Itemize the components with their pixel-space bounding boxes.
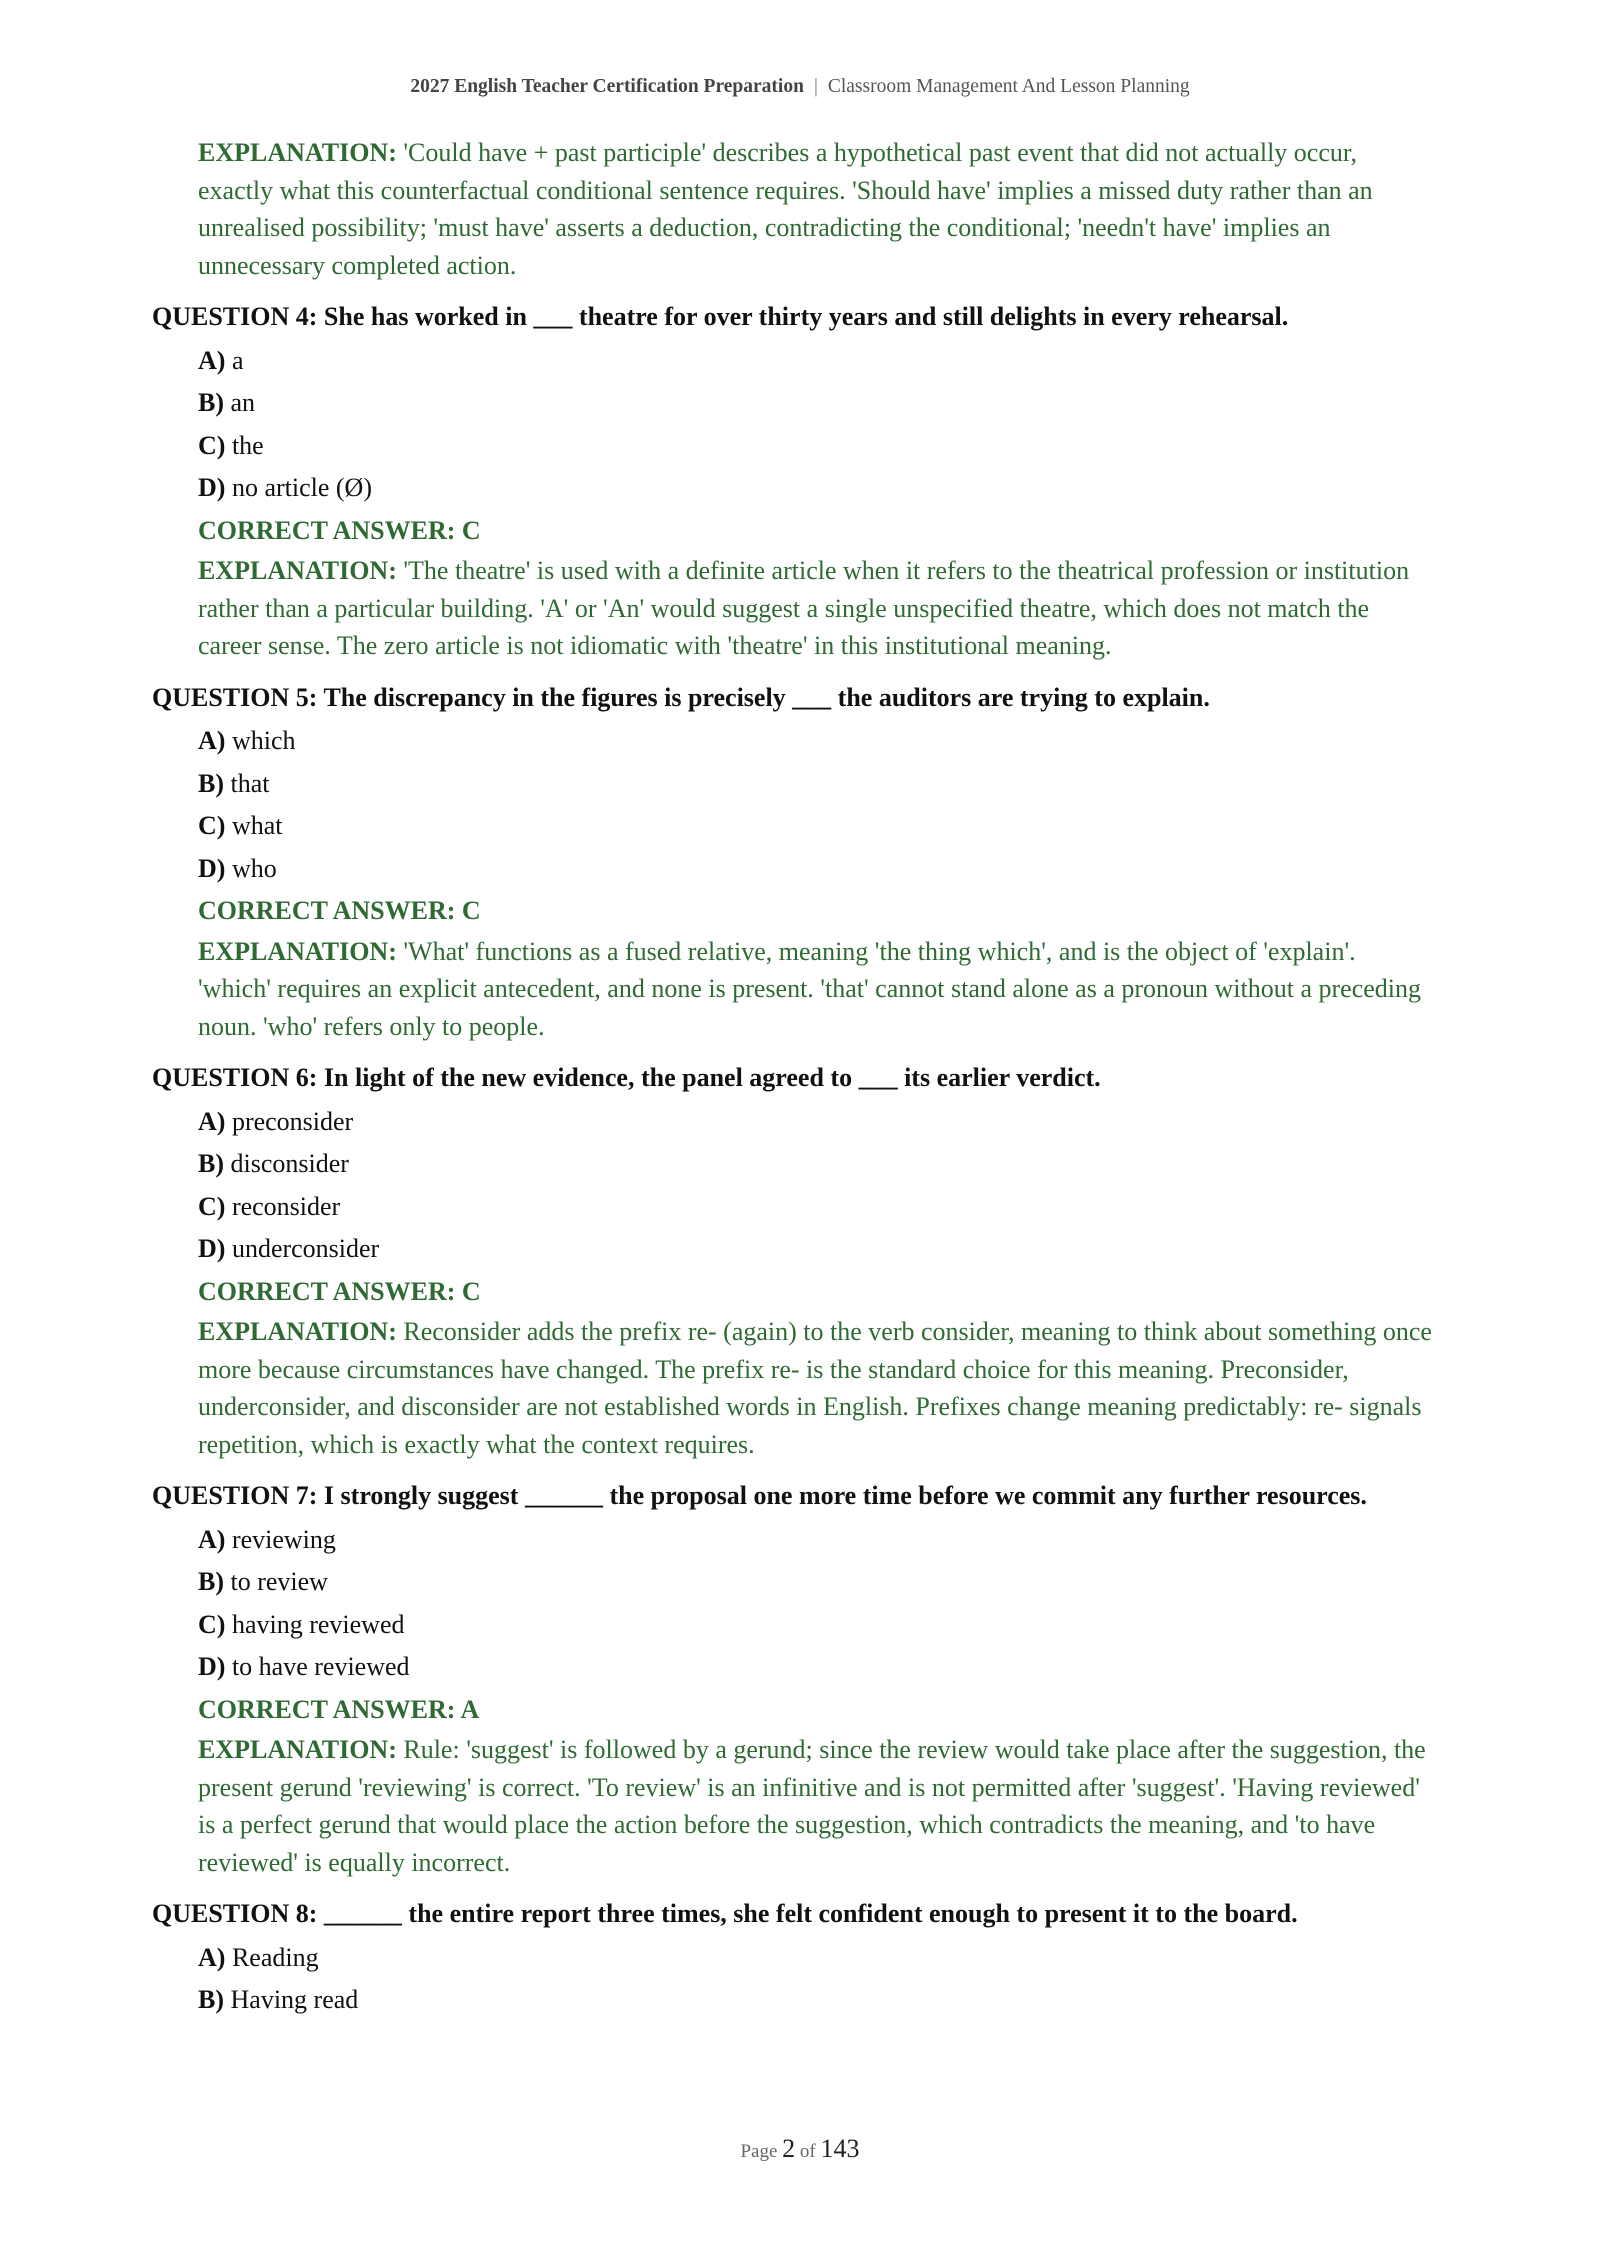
question-block bbox=[152, 1477, 1432, 1881]
option-letter: B) bbox=[198, 1985, 224, 2014]
correct-answer: CORRECT ANSWER: A bbox=[198, 1694, 480, 1724]
explanation-text: Rule: 'suggest' is followed by a gerund; since the review would take place after the suggestion, the present gerund 'reviewing' is correct. 'To review' is an infinitive and is not permitted after 'suggest'. 'Having reviewed' is a perfect gerund that would place the action before the suggestion, which contradicts the meaning, and 'to have reviewed' is equally incorrect. bbox=[198, 1735, 1426, 1877]
option-text: Reading bbox=[231, 1942, 319, 1972]
page-footer bbox=[0, 2134, 1600, 2164]
question-heading: QUESTION 5: The discrepancy in the figures is precisely ___ the auditors are trying to explain. bbox=[152, 682, 1210, 712]
question-heading: QUESTION 8: ______ the entire report three times, she felt confident enough to present it to the board. bbox=[152, 1899, 1298, 1928]
correct-answer: CORRECT ANSWER: C bbox=[198, 896, 481, 925]
explanation-block bbox=[198, 933, 1432, 1046]
total-page-count: 143 bbox=[820, 2134, 860, 2163]
answer-option bbox=[198, 1646, 1432, 1689]
option-letter: C) bbox=[198, 811, 226, 840]
explanation-block bbox=[198, 552, 1432, 665]
option-letter: D) bbox=[198, 1234, 226, 1263]
option-text: to review bbox=[230, 1567, 328, 1596]
page-header bbox=[0, 76, 1600, 98]
explanation-label: EXPLANATION: bbox=[198, 556, 397, 585]
option-letter: B) bbox=[198, 1567, 224, 1596]
answer-option bbox=[198, 1604, 1432, 1647]
current-page-number: 2 bbox=[782, 2134, 796, 2163]
explanation-label: EXPLANATION: bbox=[198, 138, 397, 167]
answer-option bbox=[198, 425, 1432, 468]
option-text: Having read bbox=[230, 1985, 359, 2014]
option-letter: B) bbox=[198, 1149, 224, 1178]
correct-answer: CORRECT ANSWER: C bbox=[198, 1276, 481, 1306]
explanation-block bbox=[198, 1731, 1432, 1881]
option-letter: A) bbox=[198, 726, 226, 755]
question-block bbox=[152, 298, 1432, 665]
answer-option bbox=[198, 1979, 1432, 2022]
option-text: which bbox=[231, 726, 296, 755]
question-heading: QUESTION 7: I strongly suggest ______ the proposal one more time before we commit any further resources. bbox=[152, 1481, 1367, 1510]
answer-option bbox=[198, 1143, 1432, 1186]
option-text: preconsider bbox=[231, 1106, 354, 1136]
answer-option bbox=[198, 1186, 1432, 1229]
option-text: who bbox=[231, 853, 277, 883]
option-text: disconsider bbox=[230, 1149, 349, 1178]
option-letter: C) bbox=[198, 1191, 226, 1221]
option-letter: A) bbox=[198, 1106, 226, 1136]
option-letter: C) bbox=[198, 1609, 226, 1639]
answer-option bbox=[198, 720, 1432, 763]
option-letter: D) bbox=[198, 473, 226, 502]
option-text: reconsider bbox=[231, 1191, 341, 1221]
answer-option bbox=[198, 848, 1432, 891]
question-block bbox=[152, 1895, 1432, 2022]
option-letter: A) bbox=[198, 345, 226, 375]
option-text: that bbox=[230, 768, 270, 798]
question-heading: QUESTION 6: In light of the new evidence, the panel agreed to ___ its earlier verdict. bbox=[152, 1063, 1101, 1092]
option-text: a bbox=[231, 345, 244, 375]
document-title: 2027 English Teacher Certification Preparation bbox=[410, 76, 804, 97]
option-text: underconsider bbox=[231, 1234, 380, 1263]
option-letter: D) bbox=[198, 1652, 226, 1681]
option-letter: D) bbox=[198, 853, 226, 883]
correct-answer: CORRECT ANSWER: C bbox=[198, 515, 481, 545]
header-separator: | bbox=[813, 76, 818, 97]
option-letter: B) bbox=[198, 388, 224, 417]
explanation-label: EXPLANATION: bbox=[198, 1735, 397, 1764]
option-text: having reviewed bbox=[231, 1609, 405, 1639]
of-word: of bbox=[799, 2141, 816, 2162]
option-text: reviewing bbox=[231, 1524, 336, 1554]
answer-option bbox=[198, 340, 1432, 383]
page-word: Page bbox=[740, 2141, 778, 2162]
answer-option bbox=[198, 467, 1432, 510]
question-heading: QUESTION 4: She has worked in ___ theatre for over thirty years and still delights in every rehearsal. bbox=[152, 302, 1289, 331]
answer-option bbox=[198, 1101, 1432, 1144]
question-block bbox=[152, 1059, 1432, 1463]
explanation-text: 'Could have + past participle' describes a hypothetical past event that did not actually occur, exactly what this counterfactual conditional sentence requires. 'Should have' implies a missed duty rather than an unrealised possibility; 'must have' asserts a deduction, contradicting the conditional; 'needn't have' implies an unnecessary completed action. bbox=[198, 138, 1373, 280]
answer-option bbox=[198, 1519, 1432, 1562]
section-title: Classroom Management And Lesson Planning bbox=[827, 76, 1190, 97]
option-text: an bbox=[230, 388, 256, 417]
explanation-label: EXPLANATION: bbox=[198, 1317, 397, 1346]
option-text: what bbox=[231, 811, 283, 840]
answer-option bbox=[198, 763, 1432, 806]
option-letter: B) bbox=[198, 768, 224, 798]
answer-option bbox=[198, 382, 1432, 425]
answer-option bbox=[198, 1561, 1432, 1604]
explanation-text: Reconsider adds the prefix re- (again) to the verb consider, meaning to think about something once more because circumstances have changed. The prefix re- is the standard choice for this meaning. Preconsider, underconsider, and disconsider are not established words in English. Prefixes change meaning predictably: re- signals repetition, which is exactly what the context requires. bbox=[198, 1317, 1432, 1459]
option-text: no article (Ø) bbox=[231, 473, 372, 502]
option-letter: C) bbox=[198, 430, 226, 460]
explanation-text: 'The theatre' is used with a definite article when it refers to the theatrical profession or institution rather than a particular building. 'A' or 'An' would suggest a single unspecified theatre, which does not match the career sense. The zero article is not idiomatic with 'theatre' in this institutional meaning. bbox=[198, 556, 1410, 660]
answer-option bbox=[198, 1228, 1432, 1271]
explanation-label: EXPLANATION: bbox=[198, 936, 397, 966]
option-letter: A) bbox=[198, 1942, 226, 1972]
explanation-block bbox=[198, 134, 1432, 284]
option-text: the bbox=[231, 430, 264, 460]
option-letter: A) bbox=[198, 1524, 226, 1554]
explanation-block bbox=[198, 1313, 1432, 1463]
answer-option bbox=[198, 1937, 1432, 1980]
explanation-text: 'What' functions as a fused relative, meaning 'the thing which', and is the object of 'explain'. 'which' requires an explicit antecedent, and none is present. 'that' cannot stand alone as a pronoun without a preceding noun. 'who' refers only to people. bbox=[198, 936, 1422, 1041]
question-block bbox=[152, 679, 1432, 1046]
page-content bbox=[152, 134, 1432, 2030]
option-text: to have reviewed bbox=[231, 1652, 410, 1681]
answer-option bbox=[198, 805, 1432, 848]
